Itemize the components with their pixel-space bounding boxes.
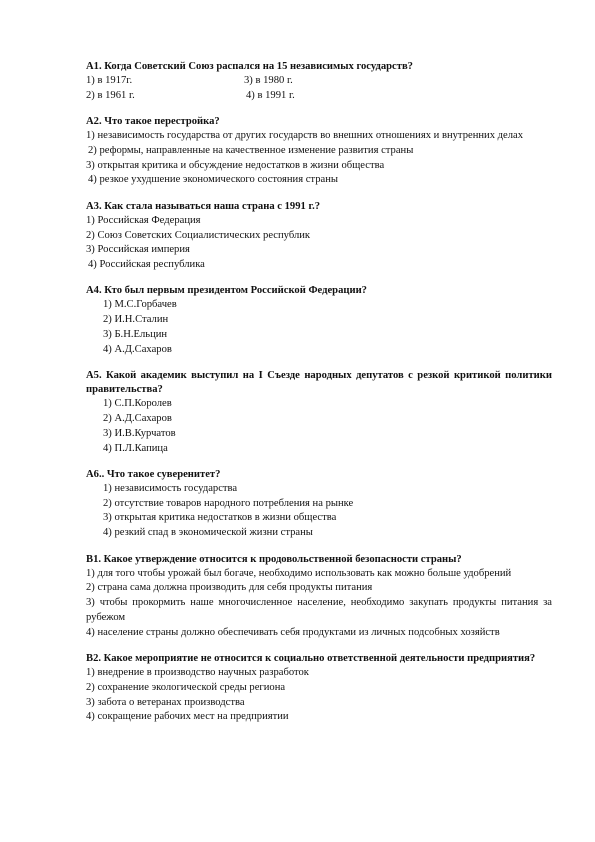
answer-option: 1) независимость государства (103, 482, 238, 494)
question-a2 (86, 115, 552, 188)
question-a4 (86, 284, 552, 357)
answer-option: 4) Российская республика (88, 259, 205, 271)
test-page (86, 60, 552, 737)
question-title: А1. Когда Советский Союз распался на 15 независимых государств? (86, 61, 413, 72)
options-row (86, 89, 552, 104)
answer-option: 2) в 1961 г. (86, 89, 135, 101)
answer-option: 4) А.Д.Сахаров (103, 343, 172, 355)
question-a1 (86, 60, 552, 104)
answer-option: 1) независимость государства от других государств во внешних отношениях и внутренних делах (86, 130, 524, 142)
answer-option: 4) в 1991 г. (246, 89, 295, 101)
question-title: А3. Как стала называться наша страна с 1991 г.? (86, 200, 321, 212)
answer-option: 4) население страны должно обеспечивать себя продуктами из личных подсобных хозяйств (86, 626, 500, 638)
question-a6 (86, 468, 552, 541)
answer-option: 3) открытая критика и обсуждение недостатков в жизни общества (86, 159, 385, 171)
question-title: В1. Какое утверждение относится к продовольственной безопасности страны? (86, 553, 462, 565)
answer-option: 2) отсутствие товаров народного потребления на рынке (103, 497, 354, 509)
answer-option: 3) Б.Н.Ельцин (103, 329, 168, 341)
answer-option: 4) резкий спад в экономической жизни страны (103, 527, 313, 539)
answer-option: 2) реформы, направленные на качественное изменение развития страны (88, 144, 414, 156)
answer-option: 1) внедрение в производство научных разработок (86, 667, 309, 679)
answer-option: 4) резкое ухудшение экономического состояния страны (88, 174, 338, 186)
answer-option: 2) А.Д.Сахаров (103, 412, 172, 424)
answer-option: 1) Российская Федерация (86, 214, 201, 226)
answer-option: 3) Российская империя (86, 244, 190, 256)
answer-option: 3) чтобы прокормить наше многочисленное население, необходимо закупать продукты питания за рубежом (86, 597, 552, 623)
question-title: В2. Какое мероприятие не относится к социально ответственной деятельности предприятия? (86, 653, 536, 665)
answer-option: 3) в 1980 г. (244, 75, 293, 86)
question-a5 (86, 369, 552, 456)
answer-option: 1) для того чтобы урожай был богаче, необходимо использовать как можно больше удобрений (86, 567, 512, 579)
answer-option: 3) забота о ветеранах производства (86, 696, 245, 708)
question-title: А6.. Что такое суверенитет? (86, 468, 221, 480)
question-title: А4. Кто был первым президентом Российской Федерации? (86, 285, 367, 297)
answer-option: 2) Союз Советских Социалистических республик (86, 229, 311, 241)
answer-option: 4) П.Л.Капица (103, 442, 168, 454)
question-b1 (86, 553, 552, 641)
answer-option: 2) страна сама должна производить для себя продукты питания (86, 582, 373, 594)
answer-option: 3) И.В.Курчатов (103, 427, 176, 439)
answer-option: 1) С.П.Королев (103, 398, 172, 410)
question-a3 (86, 200, 552, 273)
answer-option: 1) в 1917г. (86, 75, 133, 86)
question-b2 (86, 652, 552, 725)
answer-option: 2) И.Н.Сталин (103, 314, 169, 326)
options-row (86, 74, 552, 89)
question-title: А2. Что такое перестройка? (86, 116, 220, 128)
answer-option: 4) сокращение рабочих мест на предприятии (86, 711, 289, 723)
answer-option: 1) М.С.Горбачев (103, 299, 177, 311)
answer-option: 3) открытая критика недостатков в жизни общества (103, 512, 337, 524)
question-title: А5. Какой академик выступил на I Съезде народных депутатов с резкой критикой политики правительства? (86, 370, 552, 396)
answer-option: 2) сохранение экологической среды региона (86, 681, 286, 693)
